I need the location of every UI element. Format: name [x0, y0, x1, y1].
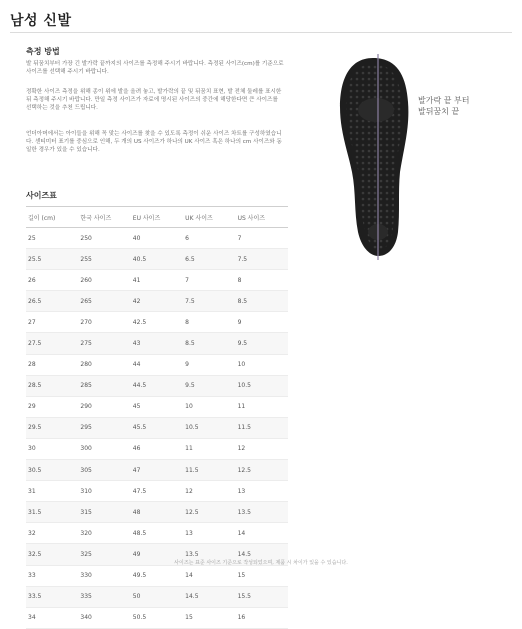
size-chart-footnote: 사이즈는 표준 사이즈 기준으로 작성되었으며, 제품 시 차이가 있을 수 있습니다. [174, 560, 348, 566]
table-cell: 10 [236, 354, 288, 375]
table-cell: 255 [78, 249, 130, 270]
table-cell: 13.5 [236, 502, 288, 523]
table-cell: 12 [183, 481, 235, 502]
table-cell: 45 [131, 396, 183, 417]
table-cell: 310 [78, 481, 130, 502]
table-cell: 320 [78, 523, 130, 544]
size-chart-heading: 사이즈표 [26, 191, 57, 200]
sole-caption [418, 95, 514, 117]
title-divider [10, 32, 512, 33]
table-cell: 40.5 [131, 249, 183, 270]
table-row [26, 607, 288, 628]
table-cell: 7 [236, 228, 288, 249]
table-cell: 8.5 [183, 333, 235, 354]
table-cell: 12.5 [236, 460, 288, 481]
table-cell: 290 [78, 396, 130, 417]
table-cell: 29 [26, 396, 78, 417]
table-cell: 11 [236, 396, 288, 417]
table-cell: 16 [236, 607, 288, 628]
table-row [26, 523, 288, 544]
table-cell: 6 [183, 228, 235, 249]
table-cell: 6.5 [183, 249, 235, 270]
table-cell: 330 [78, 565, 130, 586]
table-cell: 45.5 [131, 417, 183, 438]
table-cell: 7.5 [236, 249, 288, 270]
table-cell: 9.5 [236, 333, 288, 354]
table-cell: 26 [26, 270, 78, 291]
table-cell: 340 [78, 607, 130, 628]
table-cell: 49 [131, 544, 183, 565]
table-row [26, 354, 288, 375]
table-cell: 31 [26, 481, 78, 502]
table-cell: 14.5 [183, 586, 235, 607]
table-row [26, 565, 288, 586]
table-cell: 41 [131, 270, 183, 291]
table-cell: 15.5 [236, 586, 288, 607]
size-table-body [26, 228, 288, 629]
table-cell: 31.5 [26, 502, 78, 523]
table-cell: 13 [183, 523, 235, 544]
table-cell: 8 [183, 312, 235, 333]
table-cell: 8 [236, 270, 288, 291]
table-cell: 46 [131, 438, 183, 459]
table-cell: 15 [183, 607, 235, 628]
table-cell: 48 [131, 502, 183, 523]
table-row [26, 481, 288, 502]
table-cell: 44 [131, 354, 183, 375]
table-cell: 280 [78, 354, 130, 375]
table-cell: 32 [26, 523, 78, 544]
table-row [26, 586, 288, 607]
table-cell: 12.5 [183, 502, 235, 523]
table-row [26, 333, 288, 354]
table-cell: 300 [78, 438, 130, 459]
table-row [26, 417, 288, 438]
table-cell: 305 [78, 460, 130, 481]
table-cell: 7.5 [183, 291, 235, 312]
table-cell: 8.5 [236, 291, 288, 312]
table-cell: 11.5 [236, 417, 288, 438]
table-cell: 27.5 [26, 333, 78, 354]
table-cell: 29.5 [26, 417, 78, 438]
table-row [26, 270, 288, 291]
table-row [26, 396, 288, 417]
table-cell: 33.5 [26, 586, 78, 607]
sole-caption-line-2: 발뒤꿈치 끝 [418, 107, 460, 116]
table-cell: 44.5 [131, 375, 183, 396]
table-cell: 27 [26, 312, 78, 333]
column-header-eu: EU 사이즈 [131, 207, 183, 228]
table-cell: 32.5 [26, 544, 78, 565]
shoe-sole-image [318, 52, 428, 262]
table-cell: 14 [236, 523, 288, 544]
table-cell: 250 [78, 228, 130, 249]
table-cell: 25 [26, 228, 78, 249]
table-cell: 10.5 [183, 417, 235, 438]
table-cell: 33 [26, 565, 78, 586]
table-cell: 42 [131, 291, 183, 312]
table-cell: 10.5 [236, 375, 288, 396]
table-cell: 30.5 [26, 460, 78, 481]
table-row [26, 291, 288, 312]
table-cell: 11.5 [183, 460, 235, 481]
table-cell: 295 [78, 417, 130, 438]
column-header-us: US 사이즈 [236, 207, 288, 228]
table-cell: 47.5 [131, 481, 183, 502]
table-cell: 7 [183, 270, 235, 291]
measure-heading: 측정 방법 [26, 47, 60, 56]
table-cell: 26.5 [26, 291, 78, 312]
table-cell: 9.5 [183, 375, 235, 396]
table-cell: 12 [236, 438, 288, 459]
table-cell: 315 [78, 502, 130, 523]
table-row [26, 502, 288, 523]
table-row [26, 249, 288, 270]
column-header-length: 길이 (cm) [26, 207, 78, 228]
table-cell: 30 [26, 438, 78, 459]
table-cell: 270 [78, 312, 130, 333]
table-row [26, 375, 288, 396]
table-cell: 10 [183, 396, 235, 417]
table-cell: 28.5 [26, 375, 78, 396]
page-title: 남성 신발 [10, 13, 72, 29]
table-cell: 14 [183, 565, 235, 586]
column-header-korea: 한국 사이즈 [78, 207, 130, 228]
table-row [26, 460, 288, 481]
table-cell: 47 [131, 460, 183, 481]
measure-paragraph-1: 발 뒤꿈치부터 가장 긴 발가락 끝까지의 사이즈를 측정해 주시기 바랍니다. 측정된 사이즈(cm)를 기준으로 사이즈를 선택해 주시기 바랍니다. [26, 61, 284, 76]
table-cell: 11 [183, 438, 235, 459]
table-cell: 265 [78, 291, 130, 312]
table-cell: 15 [236, 565, 288, 586]
table-cell: 13.5 [183, 544, 235, 565]
table-cell: 40 [131, 228, 183, 249]
table-cell: 260 [78, 270, 130, 291]
table-cell: 9 [236, 312, 288, 333]
table-cell: 34 [26, 607, 78, 628]
table-cell: 49.5 [131, 565, 183, 586]
table-cell: 50.5 [131, 607, 183, 628]
table-cell: 335 [78, 586, 130, 607]
table-cell: 42.5 [131, 312, 183, 333]
table-cell: 9 [183, 354, 235, 375]
table-row [26, 228, 288, 249]
table-cell: 14.5 [236, 544, 288, 565]
table-cell: 25.5 [26, 249, 78, 270]
shoe-sole-icon [318, 52, 428, 262]
measure-paragraph-2: 정확한 사이즈 측정을 위해 종이 위에 발을 올려 놓고, 발가락의 끝 및 뒤꿈치 표현, 발 전체 둘레를 표시한 뒤 측정해 주시기 바랍니다. 만일 측정 사이즈가 자료에 명시된 사이즈의 중간에 해당한다면 큰 사이즈를 선택하는 것을 추천 드립니다. [26, 89, 282, 112]
table-cell: 285 [78, 375, 130, 396]
table-row [26, 312, 288, 333]
table-row [26, 438, 288, 459]
measure-paragraph-3: 언더아머에서는 아이들을 위해 꼭 맞는 사이즈를 찾을 수 있도록 측정이 쉬운 사이즈 차트를 구성하였습니다. 센티미터 표기를 중심으로 인해, 두 개의 US 사이즈가 하나의 UK 사이즈 혹은 하나의 cm 사이즈와 동일한 경우가 있을 수 있습니다. [26, 131, 282, 154]
size-table-header-row [26, 207, 288, 228]
table-cell: 13 [236, 481, 288, 502]
table-cell: 325 [78, 544, 130, 565]
table-cell: 28 [26, 354, 78, 375]
sole-caption-line-1: 발가락 끝 부터 [418, 96, 470, 105]
table-cell: 43 [131, 333, 183, 354]
table-cell: 48.5 [131, 523, 183, 544]
column-header-uk: UK 사이즈 [183, 207, 235, 228]
table-cell: 50 [131, 586, 183, 607]
table-cell: 275 [78, 333, 130, 354]
